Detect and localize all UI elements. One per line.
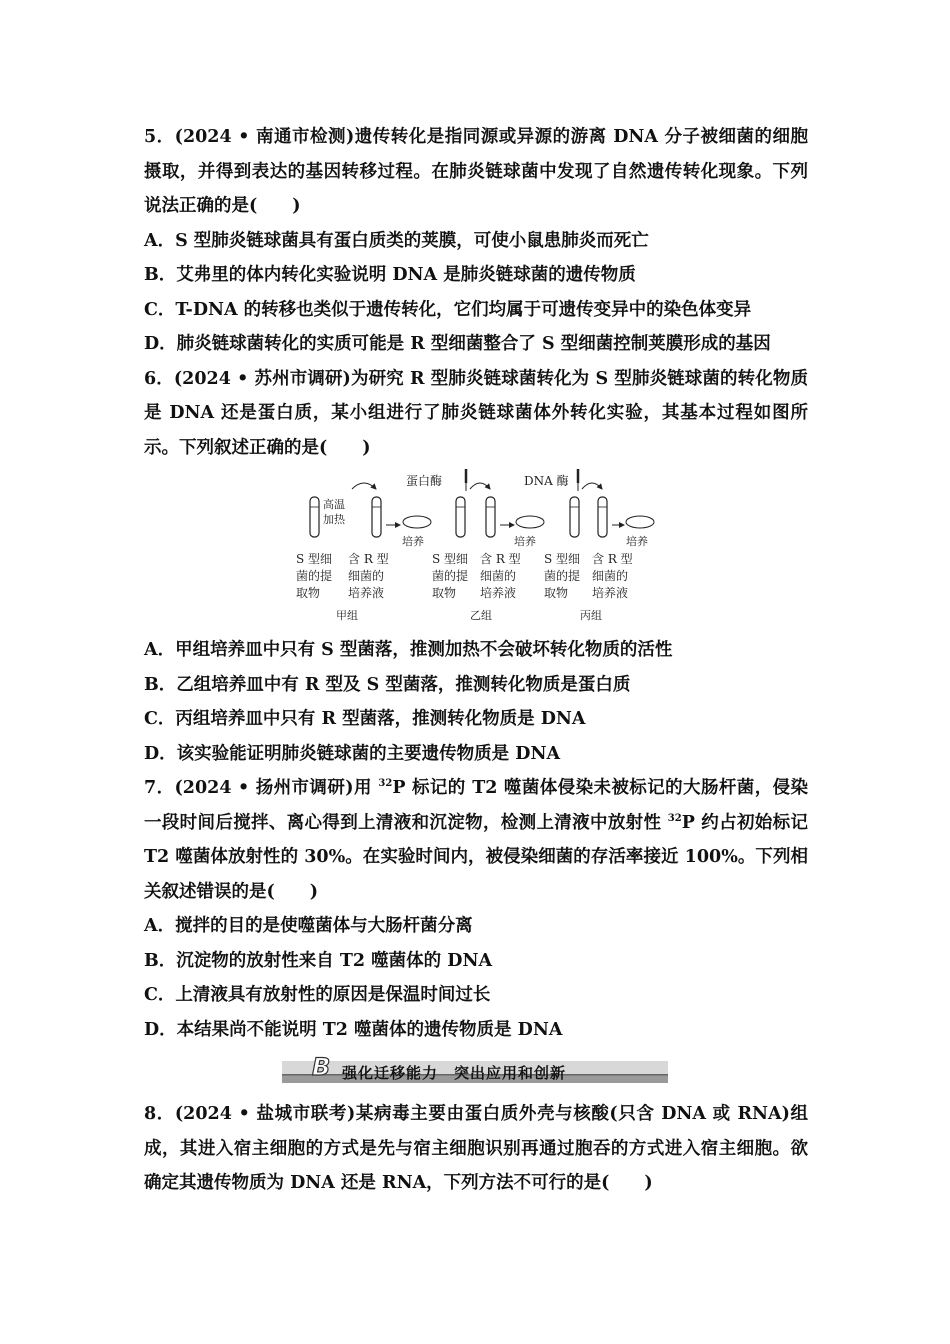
option-c: C．T-DNA 的转移也类似于遗传转化，它们均属于可遗传变异中的染色体变异 <box>144 299 752 320</box>
question-source: (2024 • 南通市检测) <box>174 127 355 147</box>
medium-label: 含 R 型 <box>592 552 633 566</box>
option-d: D．肺炎链球菌转化的实质可能是 R 型细菌整合了 S 型细菌控制荚膜形成的基因 <box>144 334 771 354</box>
question-source: (2024 • 扬州市调研) <box>174 778 354 798</box>
group-label: 乙组 <box>470 609 492 622</box>
test-tube-medium <box>598 497 607 537</box>
medium-label: 含 R 型 <box>348 552 389 566</box>
test-tube-medium <box>372 497 381 537</box>
group-yi <box>406 469 544 622</box>
option-a: A．甲组培养皿中只有 S 型菌落，推测加热不会破坏转化物质的活性 <box>144 640 673 660</box>
section-title: 强化迁移能力 突出应用和创新 <box>342 1064 567 1082</box>
extract-label: 菌的提 <box>432 569 469 583</box>
question-number: 6． <box>144 368 174 389</box>
question-content <box>144 120 808 1201</box>
group-bing <box>524 469 654 622</box>
medium-label: 细菌的 <box>480 569 517 583</box>
option-b: B．沉淀物的放射性来自 T2 噬菌体的 DNA <box>144 950 493 971</box>
question-text: 为研究 R 型肺炎链球菌转化为 S 型肺炎链球菌的转化物质是 DNA 还是蛋白质，某小组进行了肺炎链球菌体外转化实验，其基本过程如图所示。下列叙述正确的是( ) <box>144 368 808 458</box>
experiment-diagram <box>284 467 664 627</box>
petri-dish <box>403 516 431 528</box>
culture-label: 培养 <box>514 535 536 548</box>
option-a: A．S 型肺炎链球菌具有蛋白质类的荚膜，可使小鼠患肺炎而死亡 <box>144 230 649 251</box>
question-number: 5． <box>144 127 175 147</box>
extract-label: 取物 <box>432 586 457 600</box>
test-tube-extract <box>310 497 319 537</box>
petri-dish <box>516 516 544 528</box>
question-5-stem <box>144 120 808 224</box>
extract-label: 菌的提 <box>296 569 333 583</box>
extract-label: 取物 <box>296 586 321 600</box>
medium-label: 含 R 型 <box>480 552 521 566</box>
isotope-superscript: 32 <box>667 812 682 824</box>
question-8-stem <box>144 1097 808 1201</box>
heat-label: 高温 <box>323 498 345 511</box>
option-c: C．丙组培养皿中只有 R 型菌落，推测转化物质是 DNA <box>144 709 586 729</box>
option-d: D．该实验能证明肺炎链球菌的主要遗传物质是 DNA <box>144 743 561 764</box>
medium-label: 细菌的 <box>348 569 385 583</box>
section-letter-icon: B <box>312 1053 331 1081</box>
enzyme-label: 蛋白酶 <box>406 474 443 488</box>
group-label: 甲组 <box>336 609 358 622</box>
heat-label: 加热 <box>323 513 345 526</box>
medium-label: 培养液 <box>348 586 385 600</box>
transfer-arrow <box>352 483 376 489</box>
question-number: 7． <box>144 778 175 798</box>
transfer-arrow <box>582 483 602 489</box>
question-7-stem <box>144 771 808 909</box>
experiment-figure <box>144 467 808 629</box>
extract-label: 菌的提 <box>544 569 581 583</box>
question-text: 用 <box>353 778 379 798</box>
question-source: (2024 • 苏州市调研) <box>173 368 351 389</box>
medium-label: 培养液 <box>480 586 517 600</box>
transfer-arrow <box>470 483 490 489</box>
option-a: A．搅拌的目的是使噬菌体与大肠杆菌分离 <box>144 916 473 936</box>
question-source: (2024 • 盐城市联考) <box>174 1104 356 1124</box>
question-text: P 标记的 T2 噬菌体侵染未被标记的大肠杆菌，侵染一段时间后搅拌、离心得到上清液和沉淀物，检测上清液中放射性 <box>144 778 809 833</box>
option-c: C．上清液具有放射性的原因是保温时间过长 <box>144 985 491 1005</box>
option-d: D．本结果尚不能说明 T2 噬菌体的遗传物质是 DNA <box>144 1019 563 1040</box>
question-text: 遗传转化是指同源或异源的游离 DNA 分子被细菌的细胞摄取，并得到表达的基因转移过程。在肺炎链球菌中发现了自然遗传转化现象。下列说法正确的是( ) <box>144 127 809 216</box>
culture-label: 培养 <box>626 535 648 548</box>
test-tube-medium <box>486 497 495 537</box>
question-text: 某病毒主要由蛋白质外壳与核酸(只含 DNA 或 RNA)组成，其进入宿主细胞的方式是先与宿主细胞识别再通过胞吞的方式进入宿主细胞。欲确定其遗传物质为 DNA 还是 RNA，下列方法不可行的是( ) <box>144 1104 808 1193</box>
test-tube-extract <box>456 497 465 537</box>
medium-label: 细菌的 <box>592 569 629 583</box>
section-banner <box>144 1047 808 1097</box>
culture-label: 培养 <box>402 535 424 548</box>
question-text: P 约占初始标记 T2 噬菌体放射性的 30%。在实验时间内，被侵染细菌的存活率接近 100%。下列相关叙述错误的是( ) <box>144 812 808 902</box>
question-6-stem <box>144 362 808 466</box>
petri-dish <box>626 516 654 528</box>
extract-label: S 型细 <box>432 552 469 566</box>
group-jia <box>296 483 431 622</box>
isotope-superscript: 32 <box>378 778 393 790</box>
group-label: 丙组 <box>580 609 602 622</box>
question-number: 8． <box>144 1104 175 1124</box>
extract-label: 取物 <box>544 586 569 600</box>
enzyme-label: DNA 酶 <box>524 474 569 488</box>
option-b: B．艾弗里的体内转化实验说明 DNA 是肺炎链球菌的遗传物质 <box>144 265 636 285</box>
medium-label: 培养液 <box>592 586 629 600</box>
test-tube-extract <box>570 497 579 537</box>
extract-label: S 型细 <box>544 552 581 566</box>
option-b: B．乙组培养皿中有 R 型及 S 型菌落，推测转化物质是蛋白质 <box>144 674 631 695</box>
extract-label: S 型细 <box>296 552 333 566</box>
